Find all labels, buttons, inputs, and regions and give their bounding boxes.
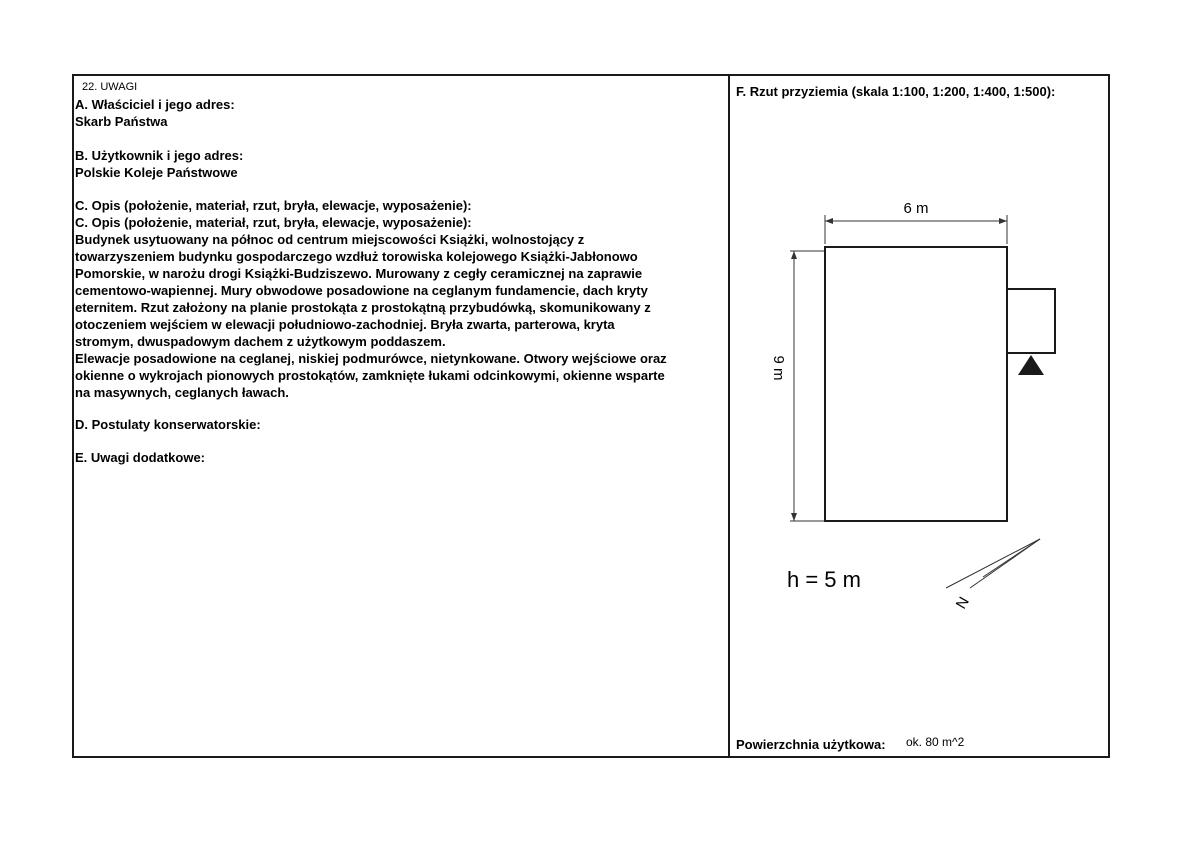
section-c-heading-repeat: C. Opis (położenie, materiał, rzut, bryła, elewacje, wyposażenie): (75, 215, 472, 230)
remarks-column (74, 76, 730, 756)
section-d (75, 416, 261, 433)
section-c-line: Budynek usytuowany na północ od centrum miejscowości Książki, wolnostojący z (75, 232, 585, 247)
section-e-heading: E. Uwagi dodatkowe: (75, 450, 206, 465)
section-a-heading: A. Właściciel i jego adres: (75, 97, 235, 112)
section-b (75, 147, 243, 181)
section-c-line: eternitem. Rzut założony na planie prostokąta z prostokątną przybudówką, skomunikowany z (75, 300, 651, 315)
section-b-heading: B. Użytkownik i jego adres: (75, 148, 244, 163)
section-c-line: otoczeniem wejściem w elewacji południowo-zachodniej. Bryła zwarta, parterowa, kryta (75, 317, 615, 332)
width-dimension (825, 215, 1007, 244)
width-label: 6 m (903, 200, 929, 217)
section-c-line: Elewacje posadowione na ceglanej, niskiej podmurówce, nietynkowane. Otwory wejściowe oraz (75, 351, 667, 366)
section-c-line: Pomorskie, w narożu drogi Książki-Budziszewo. Murowany z cegły ceramicznej na zaprawie (75, 266, 643, 281)
section-c (75, 197, 667, 401)
section-b-value: Polskie Koleje Państwowe (75, 165, 238, 180)
depth-dimension (790, 251, 825, 521)
section-c-heading: C. Opis (położenie, materiał, rzut, bryła, elewacje, wyposażenie): (75, 198, 472, 213)
section-c-line: towarzyszeniem budynku gospodarczego wzdłuż torowiska kolejowego Książki-Jabłonowo (75, 249, 638, 264)
field-number: 22. UWAGI (82, 81, 138, 93)
section-c-line: cementowo-wapiennej. Mury obwodowe posadowione na ceglanym fundamencie, dach kryty (75, 283, 648, 298)
north-arrow-icon (946, 539, 1040, 588)
section-c-line: okienne o wykrojach pionowych prostokątów, zamknięte łukami odcinkowymi, okienne wsparte (75, 368, 665, 383)
building-outline (825, 247, 1007, 521)
height-label: h = 5 m (787, 567, 861, 592)
section-e (75, 449, 205, 466)
depth-label: 9 m (770, 355, 787, 381)
north-label: N (952, 594, 973, 612)
section-f-heading: F. Rzut przyziemia (skala 1:100, 1:200, 1:400, 1:500): (736, 84, 1056, 99)
section-d-heading: D. Postulaty konserwatorskie: (75, 417, 261, 432)
usable-area-value: ok. 80 m^2 (906, 735, 965, 749)
section-a-value: Skarb Państwa (75, 114, 168, 129)
section-c-line: stromym, dwuspadowym dachem z użytkowym poddaszem. (75, 334, 446, 349)
ground-plan-drawing (730, 76, 1110, 760)
ground-plan-column (730, 76, 1110, 756)
section-a (75, 96, 235, 130)
section-c-line: na masywnych, ceglanych ławach. (75, 385, 289, 400)
annex-outline (1007, 289, 1055, 353)
usable-area-label: Powierzchnia użytkowa: (736, 737, 886, 752)
inventory-card (72, 74, 1110, 758)
entrance-marker (1018, 355, 1044, 375)
